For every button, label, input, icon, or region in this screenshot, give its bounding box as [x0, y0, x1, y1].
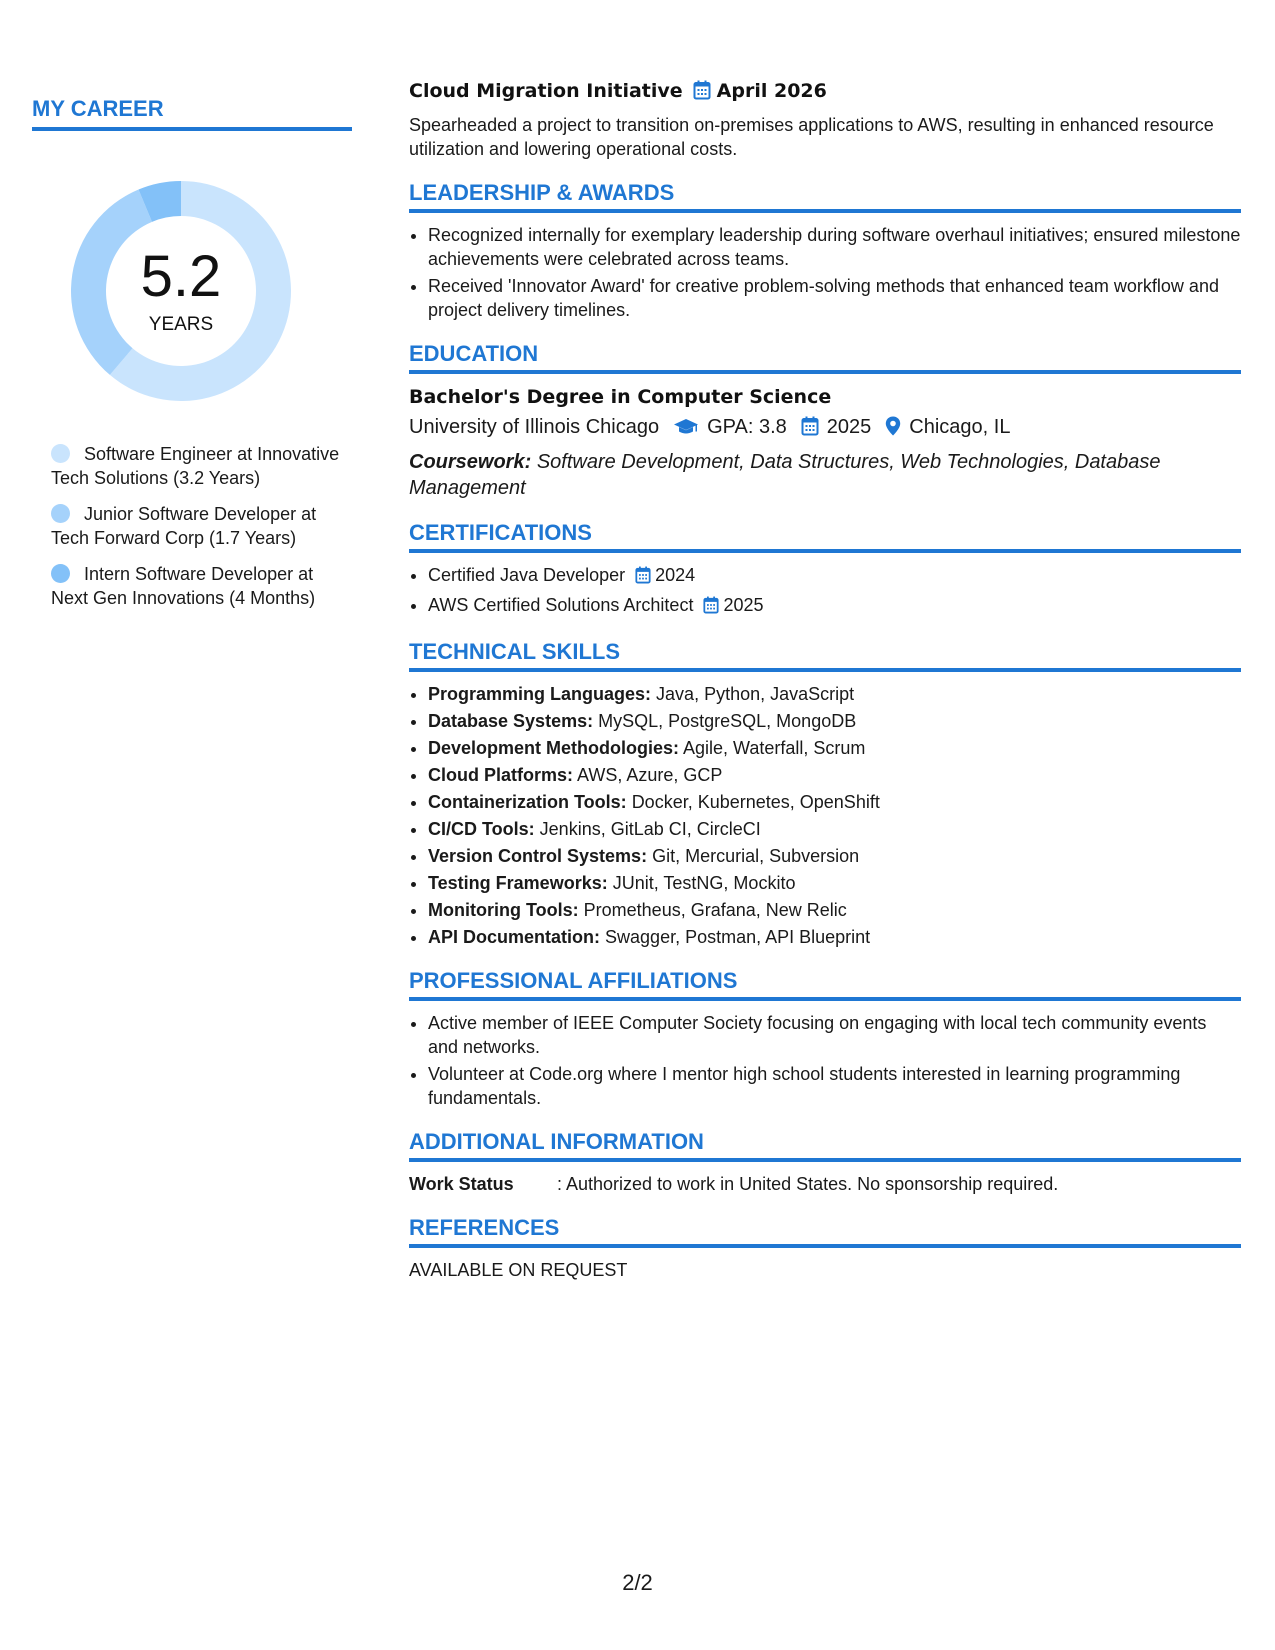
legend-label: Intern Software Developer at Next Gen Innovations (4 Months) [51, 564, 316, 608]
skill-category: CI/CD Tools: [428, 819, 535, 839]
education-details [409, 412, 1241, 445]
calendar-icon [635, 566, 651, 590]
list-item: • Received 'Innovator Award' for creative problem-solving methods that enhanced team workflow and project delivery timelines. [428, 274, 1241, 322]
references-text: AVAILABLE ON REQUEST [409, 1260, 628, 1280]
skill-item [428, 736, 1241, 760]
skill-category: Containerization Tools: [428, 792, 627, 812]
map-pin-icon [885, 415, 901, 445]
list-item [428, 593, 1241, 620]
skill-item [428, 790, 1241, 814]
leadership-heading: LEADERSHIP & AWARDS [409, 179, 1241, 213]
affiliations-heading: PROFESSIONAL AFFILIATIONS [409, 967, 1241, 1001]
career-legend [51, 442, 341, 610]
list-item: • Recognized internally for exemplary leadership during software overhaul initiatives; ensured milestone achievements were celebrated across teams. [428, 223, 1241, 271]
certifications-heading: CERTIFICATIONS [409, 519, 1241, 553]
skill-item [428, 898, 1241, 922]
cert-name: Certified Java Developer [428, 565, 626, 585]
skill-value: Docker, Kubernetes, OpenShift [631, 792, 880, 812]
skill-category: Testing Frameworks: [428, 873, 608, 893]
main-content [409, 78, 1241, 1282]
total-years-unit: YEARS [148, 314, 214, 335]
skills-list [409, 682, 1241, 949]
calendar-icon [703, 596, 719, 620]
legend-item [51, 502, 341, 550]
skill-value: Java, Python, JavaScript [656, 684, 855, 704]
school-location: Chicago, IL [909, 416, 1011, 438]
skill-category: Version Control Systems: [428, 846, 648, 866]
skill-category: Cloud Platforms: [428, 765, 574, 785]
skill-category: Database Systems: [428, 711, 594, 731]
education-heading: EDUCATION [409, 340, 1241, 374]
cert-year: 2025 [723, 595, 764, 615]
work-status-label: Work Status [409, 1174, 514, 1194]
sidebar [32, 96, 352, 622]
skill-item [428, 871, 1241, 895]
leadership-list [409, 223, 1241, 322]
legend-item [51, 442, 341, 490]
skill-value: AWS, Azure, GCP [577, 765, 723, 785]
total-years-value: 5.2 [140, 244, 222, 309]
school-name: University of Illinois Chicago [409, 416, 660, 438]
cert-name: AWS Certified Solutions Architect [428, 595, 694, 615]
skill-category: Programming Languages: [428, 684, 652, 704]
affiliations-list [409, 1011, 1241, 1110]
certifications-list [409, 563, 1241, 620]
gpa: GPA: 3.8 [707, 416, 787, 438]
list-item: • Volunteer at Code.org where I mentor high school students interested in learning programming fundamentals. [428, 1062, 1241, 1110]
skill-value: Prometheus, Grafana, New Relic [583, 900, 847, 920]
coursework-label: Coursework: [409, 451, 532, 473]
legend-dot [51, 564, 70, 583]
references-heading: REFERENCES [409, 1214, 1241, 1248]
cert-year: 2024 [655, 565, 696, 585]
skills-heading: TECHNICAL SKILLS [409, 638, 1241, 672]
project-header [409, 78, 1241, 107]
donut-center [66, 176, 296, 406]
legend-label: Software Engineer at Innovative Tech Solutions (3.2 Years) [51, 444, 340, 488]
skill-value: Jenkins, GitLab CI, CircleCI [539, 819, 761, 839]
skill-item [428, 763, 1241, 787]
legend-item [51, 562, 341, 610]
skill-item [428, 844, 1241, 868]
graduation-year: 2025 [826, 416, 872, 438]
calendar-icon [693, 80, 711, 107]
skill-item [428, 817, 1241, 841]
skill-item [428, 682, 1241, 706]
skill-value: Git, Mercurial, Subversion [652, 846, 860, 866]
skill-category: API Documentation: [428, 927, 601, 947]
page-number: 2/2 [622, 1570, 653, 1595]
project-title: Cloud Migration Initiative [409, 80, 683, 102]
work-status-value: : Authorized to work in United States. No sponsorship required. [557, 1174, 1059, 1194]
coursework-list: Software Development, Data Structures, Web Technologies, Database Management [409, 451, 1161, 499]
calendar-icon [801, 415, 819, 445]
career-donut-chart [66, 176, 296, 406]
skill-value: Swagger, Postman, API Blueprint [605, 927, 871, 947]
project-date: April 2026 [716, 80, 827, 102]
legend-dot [51, 504, 70, 523]
career-heading: MY CAREER [32, 96, 352, 131]
additional-info-heading: ADDITIONAL INFORMATION [409, 1128, 1241, 1162]
list-item: • Active member of IEEE Computer Society focusing on engaging with local tech community events and networks. [428, 1011, 1241, 1059]
skill-value: JUnit, TestNG, Mockito [612, 873, 796, 893]
work-status-row [409, 1172, 1241, 1196]
skill-item [428, 925, 1241, 949]
skill-value: MySQL, PostgreSQL, MongoDB [598, 711, 857, 731]
legend-label: Junior Software Developer at Tech Forward Corp (1.7 Years) [51, 504, 317, 548]
coursework [409, 449, 1241, 501]
skill-item [428, 709, 1241, 733]
skill-category: Development Methodologies: [428, 738, 680, 758]
project-description: Spearheaded a project to transition on-premises applications to AWS, resulting in enhanced resource utilization and lowering operational costs. [409, 115, 1214, 159]
legend-dot [51, 444, 70, 463]
degree-title: Bachelor's Degree in Computer Science [409, 386, 832, 408]
skill-value: Agile, Waterfall, Scrum [683, 738, 866, 758]
skill-category: Monitoring Tools: [428, 900, 579, 920]
list-item [428, 563, 1241, 590]
graduation-cap-icon [673, 415, 699, 445]
